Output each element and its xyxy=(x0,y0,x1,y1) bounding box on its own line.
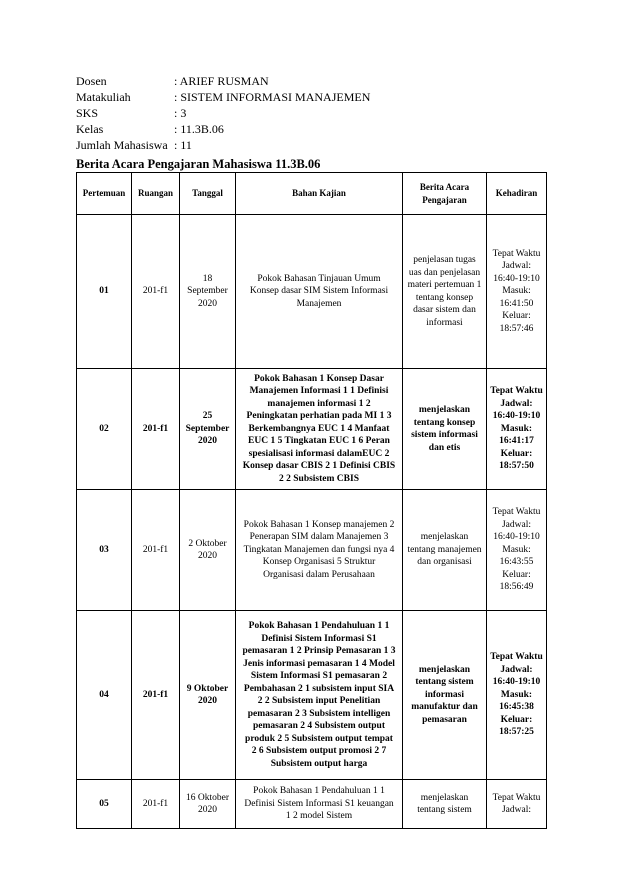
col-ruangan: Ruangan xyxy=(132,173,180,215)
table-row xyxy=(77,611,547,780)
tanggal-cell: 25 September 2020 xyxy=(180,369,236,490)
kelas-label: Kelas xyxy=(76,122,104,136)
ruangan-cell: 201-f1 xyxy=(132,369,180,490)
sks-label: SKS xyxy=(76,106,99,120)
table-row xyxy=(77,215,547,369)
pertemuan-cell: 03 xyxy=(77,490,132,611)
matakuliah-label: Matakuliah xyxy=(76,90,131,104)
berita-acara-cell: menjelaskan tentang manajemen dan organisasi xyxy=(403,490,487,611)
tanggal-cell: 16 Oktober 2020 xyxy=(180,780,236,829)
berita-acara-cell: menjelaskan tentang sistem xyxy=(403,780,487,829)
ruangan-cell: 201-f1 xyxy=(132,611,180,780)
ruangan-cell: 201-f1 xyxy=(132,215,180,369)
col-kehadiran: Kehadiran xyxy=(487,173,547,215)
jumlah-mahasiswa-value: : 11 xyxy=(174,138,192,152)
sks-value: : 3 xyxy=(174,106,187,120)
table-caption: Berita Acara Pengajaran Mahasiswa 11.3B.06 xyxy=(76,157,321,171)
berita-acara-cell: penjelasan tugas uas dan penjelasan materi pertemuan 1 tentang konsep dasar sistem dan informasi xyxy=(403,215,487,369)
jumlah-mahasiswa-row xyxy=(76,137,370,153)
header-info xyxy=(76,73,370,153)
berita-acara-table xyxy=(76,172,547,829)
tanggal-cell: 9 Oktober 2020 xyxy=(180,611,236,780)
kehadiran-cell: Tepat Waktu Jadwal: 16:40-19:10 Masuk: 16:41:17 Keluar: 18:57:50 xyxy=(487,369,547,490)
dosen-label: Dosen xyxy=(76,74,107,88)
dosen-row xyxy=(76,73,370,89)
table-row xyxy=(77,780,547,829)
table-header-row xyxy=(77,173,547,215)
kehadiran-cell: Tepat Waktu Jadwal: 16:40-19:10 Masuk: 16:41:50 Keluar: 18:57:46 xyxy=(487,215,547,369)
pertemuan-cell: 04 xyxy=(77,611,132,780)
bahan-kajian-cell: Pokok Bahasan Tinjauan Umum Konsep dasar SIM Sistem Informasi Manajemen xyxy=(236,215,403,369)
kehadiran-cell: Tepat Waktu Jadwal: 16:40-19:10 Masuk: 16:43:55 Keluar: 18:56:49 xyxy=(487,490,547,611)
pertemuan-cell: 01 xyxy=(77,215,132,369)
ruangan-cell: 201-f1 xyxy=(132,490,180,611)
table-row xyxy=(77,369,547,490)
bahan-kajian-cell: Pokok Bahasan 1 Konsep manajemen 2 Penerapan SIM dalam Manajemen 3 Tingkatan Manajemen dan fungsi nya 4 Konsep Organisasi 5 Struktur Organisasi dalam Perusahaan xyxy=(236,490,403,611)
kehadiran-cell: Tepat Waktu Jadwal: 16:40-19:10 Masuk: 16:45:38 Keluar: 18:57:25 xyxy=(487,611,547,780)
jumlah-mahasiswa-label: Jumlah Mahasiswa xyxy=(76,138,168,152)
col-pertemuan: Pertemuan xyxy=(77,173,132,215)
table-row xyxy=(77,490,547,611)
col-bahan-kajian: Bahan Kajian xyxy=(236,173,403,215)
bahan-kajian-cell: Pokok Bahasan 1 Pendahuluan 1 1 Definisi Sistem Informasi S1 keuangan 1 2 model Sistem xyxy=(236,780,403,829)
dosen-value: : ARIEF RUSMAN xyxy=(174,74,269,88)
sks-row xyxy=(76,105,370,121)
kelas-value: : 11.3B.06 xyxy=(174,122,224,136)
col-tanggal: Tanggal xyxy=(180,173,236,215)
kehadiran-cell: Tepat Waktu Jadwal: xyxy=(487,780,547,829)
kelas-row xyxy=(76,121,370,137)
pertemuan-cell: 05 xyxy=(77,780,132,829)
matakuliah-value: : SISTEM INFORMASI MANAJEMEN xyxy=(174,90,371,104)
bahan-kajian-cell: Pokok Bahasan 1 Konsep Dasar Manajemen Informasi 1 1 Definisi manajemen informasi 1 2 Peningkatan perhatian pada MI 1 3 Berkembangnya EUC 1 4 Manfaat EUC 1 5 Tingkatan EUC 1 6 Peran spesialisasi informasi dalamEUC 2 Konsep dasar CBIS 2 1 Definisi CBIS 2 2 Subsistem CBIS xyxy=(236,369,403,490)
berita-acara-cell: menjelaskan tentang sistem informasi manufaktur dan pemasaran xyxy=(403,611,487,780)
matakuliah-row xyxy=(76,89,370,105)
col-berita-acara: Berita Acara Pengajaran xyxy=(403,173,487,215)
ruangan-cell: 201-f1 xyxy=(132,780,180,829)
berita-acara-cell: menjelaskan tentang konsep sistem informasi dan etis xyxy=(403,369,487,490)
tanggal-cell: 18 September 2020 xyxy=(180,215,236,369)
tanggal-cell: 2 Oktober 2020 xyxy=(180,490,236,611)
bahan-kajian-cell: Pokok Bahasan 1 Pendahuluan 1 1 Definisi Sistem Informasi S1 pemasaran 1 2 Prinsip Pemasaran 1 3 Jenis informasi pemasaran 1 4 Model Sistem Informasi S1 pemasaran 2 Pembahasan 2 1 subsistem input SIA 2 2 Subsistem input Penelitian pemasaran 2 3 Subsistem intelligen pemasaran 2 4 Subsistem output produk 2 5 Subsistem output tempat 2 6 Subsistem output promosi 2 7 Subsistem output harga xyxy=(236,611,403,780)
pertemuan-cell: 02 xyxy=(77,369,132,490)
